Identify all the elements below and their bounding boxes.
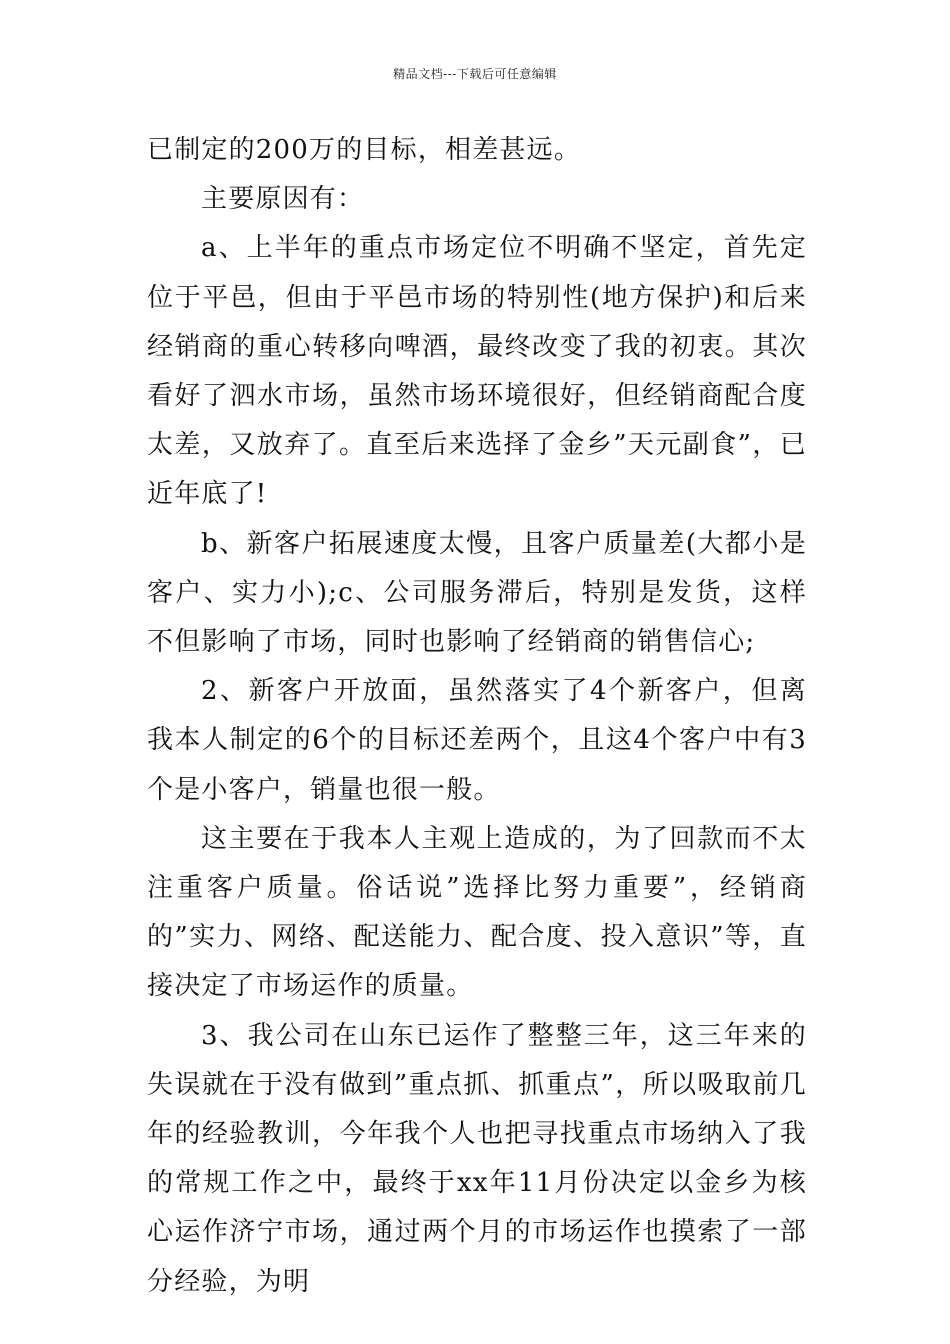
document-body [147, 126, 807, 1307]
page-header: 精品文档---下载后可任意编辑 [393, 67, 557, 81]
paragraph-6: 这主要在于我本人主观上造成的，为了回款而不太注重客户质量。俗话说”选择比努力重要”，经销商的”实力、网络、配送能力、配合度、投入意识”等，直接决定了市场运作的质量。 [147, 823, 807, 1002]
paragraph-1: 已制定的200万的目标，相差甚远。 [147, 135, 582, 165]
paragraph-4: b、新客户拓展速度太慢，且客户质量差(大都小是客户、实力小);c、公司服务滞后，特别是发货，这样不但影响了市场，同时也影响了经销商的销售信心; [147, 528, 807, 658]
paragraph-3: a、上半年的重点市场定位不明确不坚定，首先定位于平邑，但由于平邑市场的特别性(地方保护)和后来经销商的重心转移向啤酒，最终改变了我的初衷。其次看好了泗水市场，虽然市场环境很好，但经销商配合度太差，又放弃了。直至后来选择了金乡”天元副食”，已近年底了! [147, 233, 807, 510]
paragraph-5: 2、新客户开放面，虽然落实了4个新客户，但离我本人制定的6个的目标还差两个，且这4个客户中有3个是小客户，销量也很一般。 [147, 676, 807, 805]
paragraph-7: 3、我公司在山东已运作了整整三年，这三年来的失误就在于没有做到”重点抓、抓重点”，所以吸取前几年的经验教训，今年我个人也把寻找重点市场纳入了我的常规工作之中，最终于xx年11月份决定以金乡为核心运作济宁市场，通过两个月的市场运作也摸索了一部分经验，为明 [147, 1020, 807, 1297]
paragraph-2: 主要原因有： [201, 184, 365, 215]
